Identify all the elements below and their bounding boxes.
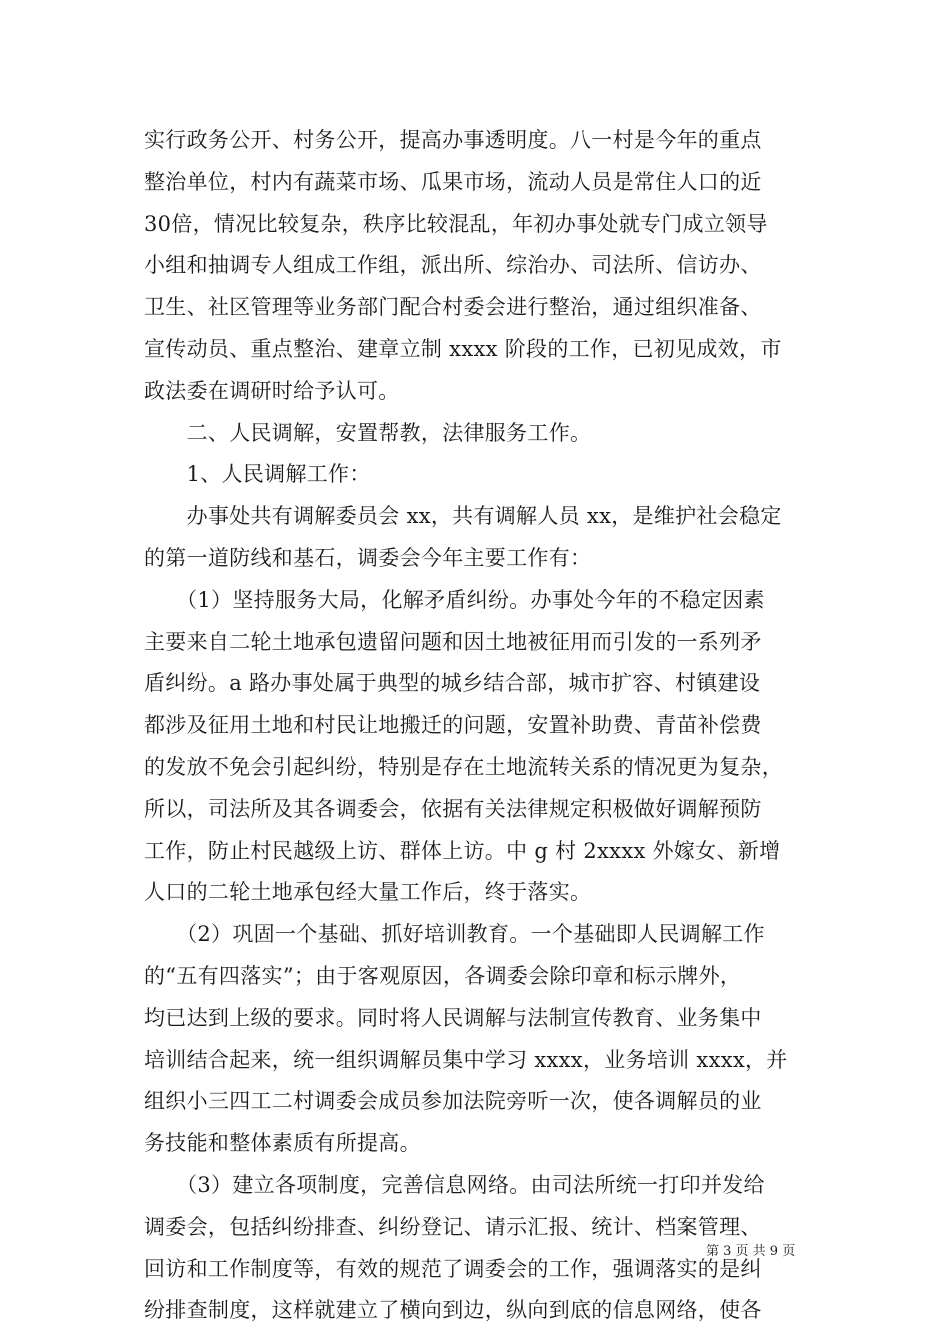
text-line: 组织小三四工二村调委会成员参加法院旁听一次，使各调解员的业 — [144, 1089, 762, 1114]
text-line: 务技能和整体素质有所提高。 — [144, 1131, 421, 1156]
text-line: 培训结合起来，统一组织调解员集中学习 xxxx，业务培训 xxxx，并 — [144, 1047, 788, 1072]
text-line: 人口的二轮土地承包经大量工作后，终于落实。 — [144, 880, 592, 905]
text-line: 实行政务公开、村务公开，提高办事透明度。八一村是今年的重点 — [144, 128, 762, 152]
text-line: 纷排查制度，这样就建立了横向到边，纵向到底的信息网络，使各 — [144, 1298, 762, 1323]
page-number: 第 3 页 共 9 页 — [706, 1244, 796, 1259]
text-line: 工作，防止村民越级上访、群体上访。中 g 村 2xxxx 外嫁女、新增 — [144, 838, 781, 863]
text-line: 主要来自二轮土地承包遗留问题和因土地被征用而引发的一系列矛 — [144, 629, 762, 654]
text-line: 办事处共有调解委员会 xx，共有调解人员 xx，是维护社会稳定 — [144, 504, 782, 529]
text-line: 回访和工作制度等，有效的规范了调委会的工作，强调落实的是纠 — [144, 1256, 762, 1281]
text-line: 宣传动员、重点整治、建章立制 xxxx 阶段的工作，已初见成效，市 — [144, 336, 782, 361]
text-line: 卫生、社区管理等业务部门配合村委会进行整治，通过组织准备、 — [144, 295, 762, 320]
text-line: 的“五有四落实”；由于客观原因，各调委会除印章和标示牌外， — [144, 963, 742, 988]
text-line: 调委会，包括纠纷排查、纠纷登记、请示汇报、统计、档案管理、 — [144, 1214, 762, 1239]
section-heading: 二、人民调解，安置帮教，法律服务工作。 — [144, 420, 592, 445]
text-line: 30倍，情况比较复杂，秩序比较混乱，年初办事处就专门成立领导 — [144, 211, 768, 236]
text-line: （1）坚持服务大局，化解矛盾纠纷。办事处今年的不稳定因素 — [144, 587, 765, 612]
text-line: 盾纠纷。a 路办事处属于典型的城乡结合部，城市扩容、村镇建设 — [144, 671, 761, 696]
text-line: （3）建立各项制度，完善信息网络。由司法所统一打印并发给 — [144, 1172, 765, 1197]
text-line: 的第一道防线和基石，调委会今年主要工作有： — [144, 545, 592, 570]
text-line: 小组和抽调专人组成工作组，派出所、综治办、司法所、信访办、 — [144, 253, 762, 278]
text-line: 的发放不免会引起纠纷，特别是存在土地流转关系的情况更为复杂， — [144, 754, 783, 779]
text-line: 均已达到上级的要求。同时将人民调解与法制宣传教育、业务集中 — [144, 1005, 762, 1030]
text-line: 都涉及征用土地和村民让地搬迁的问题，安置补助费、青苗补偿费 — [144, 713, 762, 738]
body-text — [144, 120, 814, 1332]
text-line: 政法委在调研时给予认可。 — [144, 378, 400, 403]
text-line: 所以，司法所及其各调委会，依据有关法律规定积极做好调解预防 — [144, 796, 762, 821]
text-line: （2）巩固一个基础、抓好培训教育。一个基础即人民调解工作 — [144, 922, 765, 947]
text-line: 整治单位，村内有蔬菜市场、瓜果市场，流动人员是常住人口的近 — [144, 169, 762, 194]
subsection-heading: 1、人民调解工作： — [144, 462, 371, 487]
